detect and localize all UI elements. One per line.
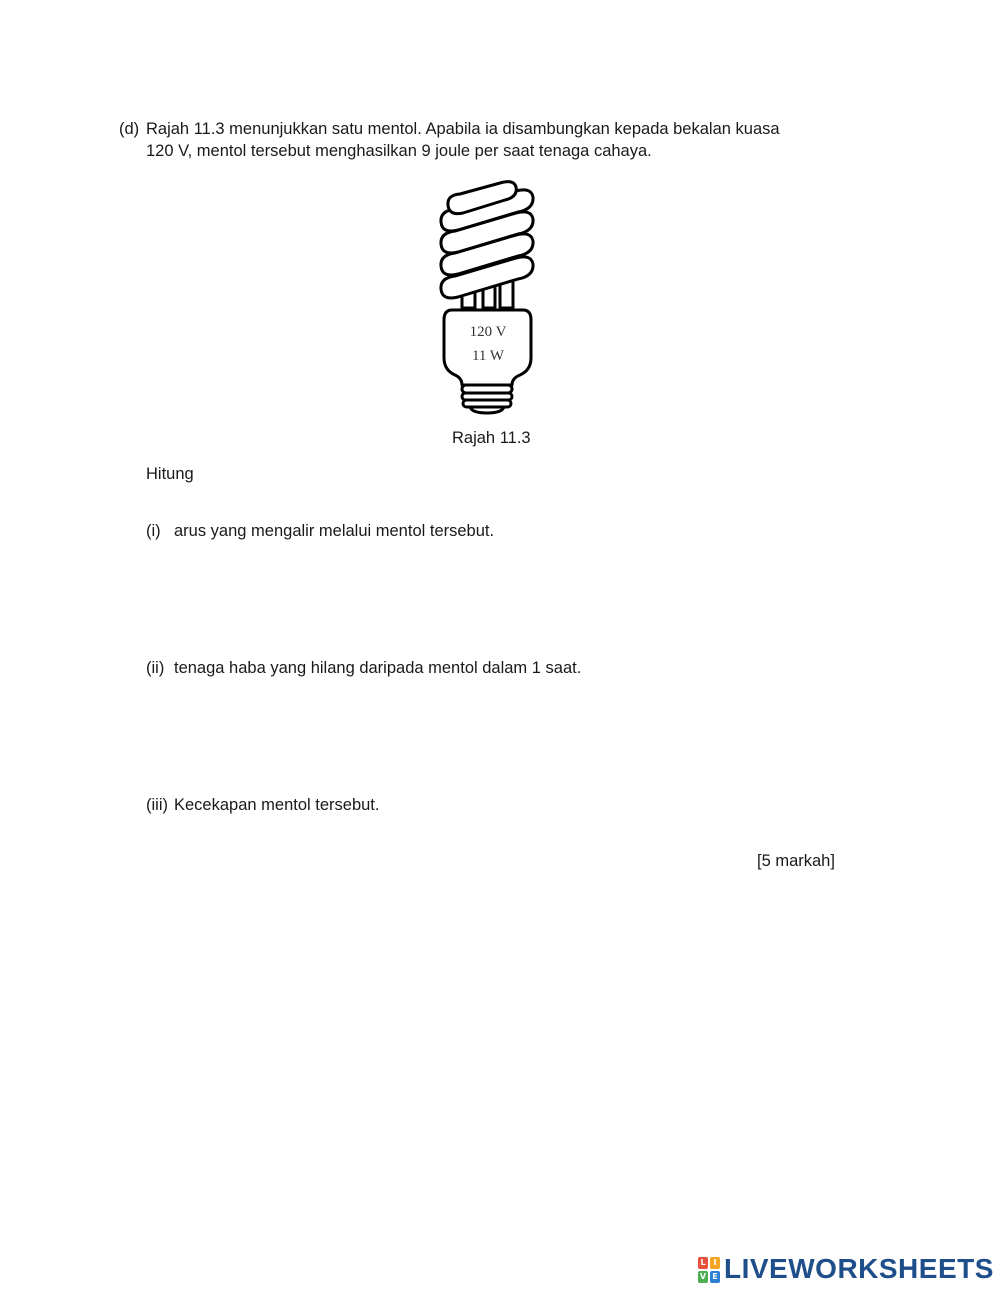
question-text-line-1: Rajah 11.3 menunjukkan satu mentol. Apabila ia disambungkan kepada bekalan kuasa — [146, 120, 780, 138]
part-i-text: arus yang mengalir melalui mentol tersebut. — [174, 522, 495, 540]
part-iii-text: Kecekapan mentol tersebut. — [174, 796, 380, 814]
question-text-line-2: 120 V, mentol tersebut menghasilkan 9 joule per saat tenaga cahaya. — [146, 142, 652, 160]
bulb-power-label: 11 W — [471, 348, 505, 364]
bulb-voltage-label: 120 V — [469, 324, 507, 340]
instruction-text: Hitung — [146, 465, 194, 483]
marks-label: [5 markah] — [757, 852, 835, 870]
figure-caption: Rajah 11.3 — [452, 429, 531, 447]
question-marker: (d) — [119, 120, 140, 138]
logo-tile-e: E — [710, 1271, 720, 1283]
part-ii-marker: (ii) — [146, 659, 165, 677]
bulb-figure — [430, 180, 545, 420]
liveworksheets-brand: LIVEWORKSHEETS — [724, 1253, 994, 1284]
bulb-base-tip — [470, 407, 504, 413]
logo-tile-l: L — [698, 1257, 708, 1269]
part-iii-marker: (iii) — [146, 796, 168, 814]
logo-tile-i: I — [710, 1257, 720, 1269]
logo-tile-v: V — [699, 1272, 707, 1281]
liveworksheets-logo-icon — [698, 1257, 720, 1283]
part-i-marker: (i) — [146, 522, 161, 540]
part-ii-text: tenaga haba yang hilang daripada mentol dalam 1 saat. — [174, 659, 582, 677]
